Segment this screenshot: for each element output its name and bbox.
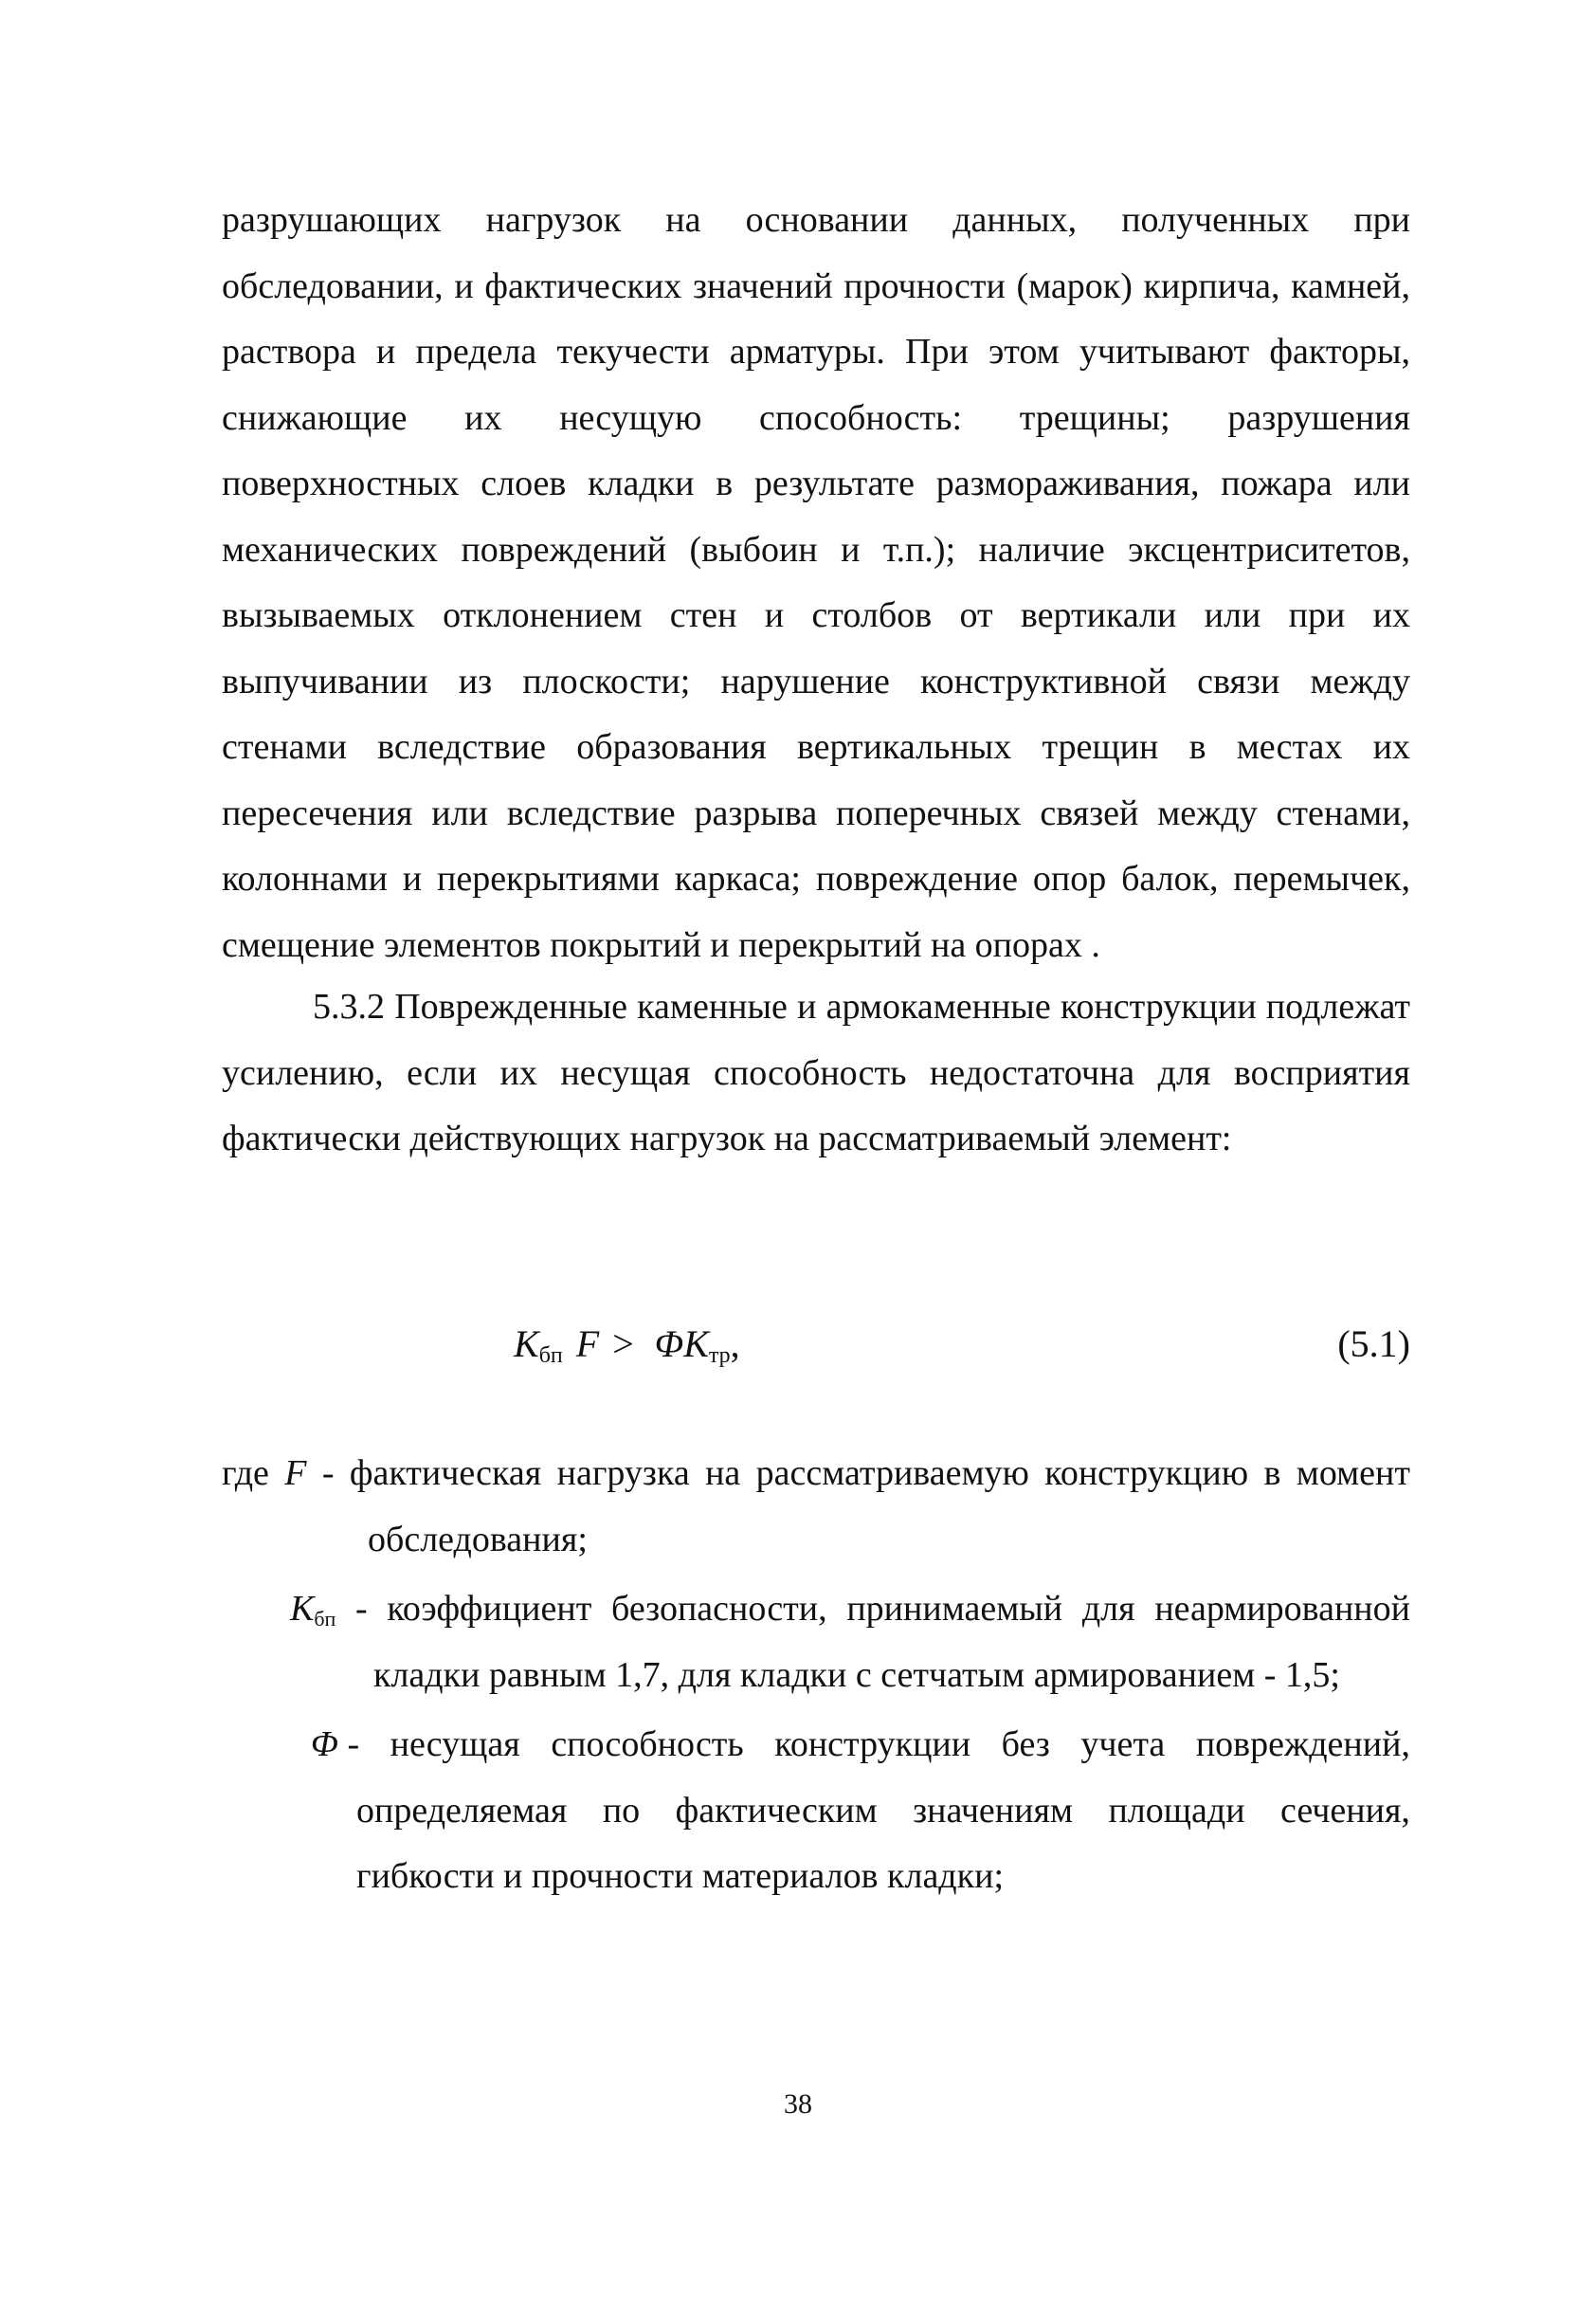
definition-f-symbol: F (284, 1453, 307, 1493)
definitions-list (222, 1441, 1410, 1910)
definition-k-continuation: кладки равным 1,7, для кладки с сетчатым армированием - 1,5; (373, 1654, 1340, 1695)
definition-phi-continuation-line-1 (356, 1778, 1410, 1845)
definition-phi-word: без (1001, 1724, 1050, 1764)
definition-f (222, 1441, 1410, 1573)
definition-phi-word: повреждений, (1195, 1724, 1410, 1764)
definition-f-word: нагрузка (556, 1453, 690, 1493)
definition-k-symbol: K (290, 1589, 315, 1629)
formula-5-1 (222, 1311, 1410, 1377)
definition-k-word: неармированной (1154, 1589, 1410, 1629)
formula-k2-subscript: тр (708, 1343, 731, 1368)
definition-f-word: рассматриваемую (755, 1453, 1029, 1493)
definition-k-first-line (222, 1576, 1410, 1643)
definition-f-continuation: обследования; (368, 1519, 588, 1559)
definition-phi (222, 1712, 1410, 1910)
definition-phi-cont-word: фактическим (675, 1790, 878, 1831)
definition-phi-continuation-line-2: гибкости и прочности материалов кладки; (356, 1856, 1004, 1896)
definition-f-first-line (222, 1441, 1410, 1507)
definition-f-word: момент (1296, 1453, 1410, 1493)
definition-f-word: в (1263, 1453, 1281, 1493)
equation-number: (5.1) (1337, 1322, 1410, 1365)
definition-k-dash: - (355, 1589, 368, 1629)
definition-k-word: безопасности, (611, 1589, 827, 1629)
definition-phi-cont-word: по (602, 1790, 641, 1831)
definition-phi-word: конструкции (774, 1724, 971, 1764)
definition-phi-cont-word: значениям (913, 1790, 1073, 1831)
definition-phi-word: несущая (390, 1724, 520, 1764)
definition-k (222, 1576, 1410, 1708)
definition-phi-cont-word: определяемая (356, 1790, 568, 1831)
formula-phi-symbol: Φ (654, 1322, 684, 1365)
definition-phi-cont-word: сечения, (1280, 1790, 1410, 1831)
definition-k-word: коэффициент (387, 1589, 592, 1629)
formula-k-subscript: бп (538, 1343, 563, 1368)
paragraph-5-3-2: 5.3.2 Поврежденные каменные и армокаменные конструкции подлежат усилению, если их несущая способность недостаточна для восприятия фактически действующих нагрузок на рассматриваемый элемент: (222, 987, 1410, 1158)
definition-k-word: принимаемый (846, 1589, 1063, 1629)
definition-where-word: где (222, 1453, 269, 1493)
formula-k2-symbol: K (683, 1322, 709, 1365)
definition-f-word: фактическая (349, 1453, 542, 1493)
definition-k-word: для (1081, 1589, 1135, 1629)
definition-phi-continuation (222, 1778, 1410, 1910)
formula-k-symbol: K (514, 1322, 539, 1365)
formula-operator: > (612, 1322, 634, 1365)
definition-k-subscript: бп (314, 1607, 336, 1631)
definition-f-dash: - (321, 1453, 335, 1493)
definition-f-word: конструкцию (1044, 1453, 1249, 1493)
paragraph-1: разрушающих нагрузок на основании данных, полученных при обследовании, и фактических значений прочности (марок) кирпича, камней, раствора и предела текучести арматуры. При этом учитывают факторы, снижающие их несущую способность: трещины; разрушения поверхностных слоев кладки в результате размораживания, пожара или механических повреждений (выбоин и т.п.); наличие эксцентриситетов, вызываемых отклонением стен и столбов от вертикали или при их выпучивании из плоскости; нарушение конструктивной связи между стенами вследствие образования вертикальных трещин в местах их пересечения или вследствие разрыва поперечных связей между стенами, колоннами и перекрытиями каркаса; повреждение опор балок, перемычек, смещение элементов покрытий и перекрытий на опорах . (222, 200, 1410, 965)
formula-expression (514, 1311, 740, 1377)
definition-phi-first-line (222, 1712, 1410, 1778)
definition-phi-symbol: Φ (311, 1724, 338, 1764)
definition-phi-dash: - (347, 1724, 360, 1764)
definition-phi-word: учета (1080, 1724, 1166, 1764)
formula-f-symbol: F (575, 1322, 600, 1365)
page-number: 38 (784, 2088, 812, 2120)
definition-phi-word: способность (551, 1724, 744, 1764)
definition-phi-cont-word: площади (1108, 1790, 1245, 1831)
formula-trailing-comma: , (730, 1322, 740, 1365)
definition-f-word: на (705, 1453, 741, 1493)
